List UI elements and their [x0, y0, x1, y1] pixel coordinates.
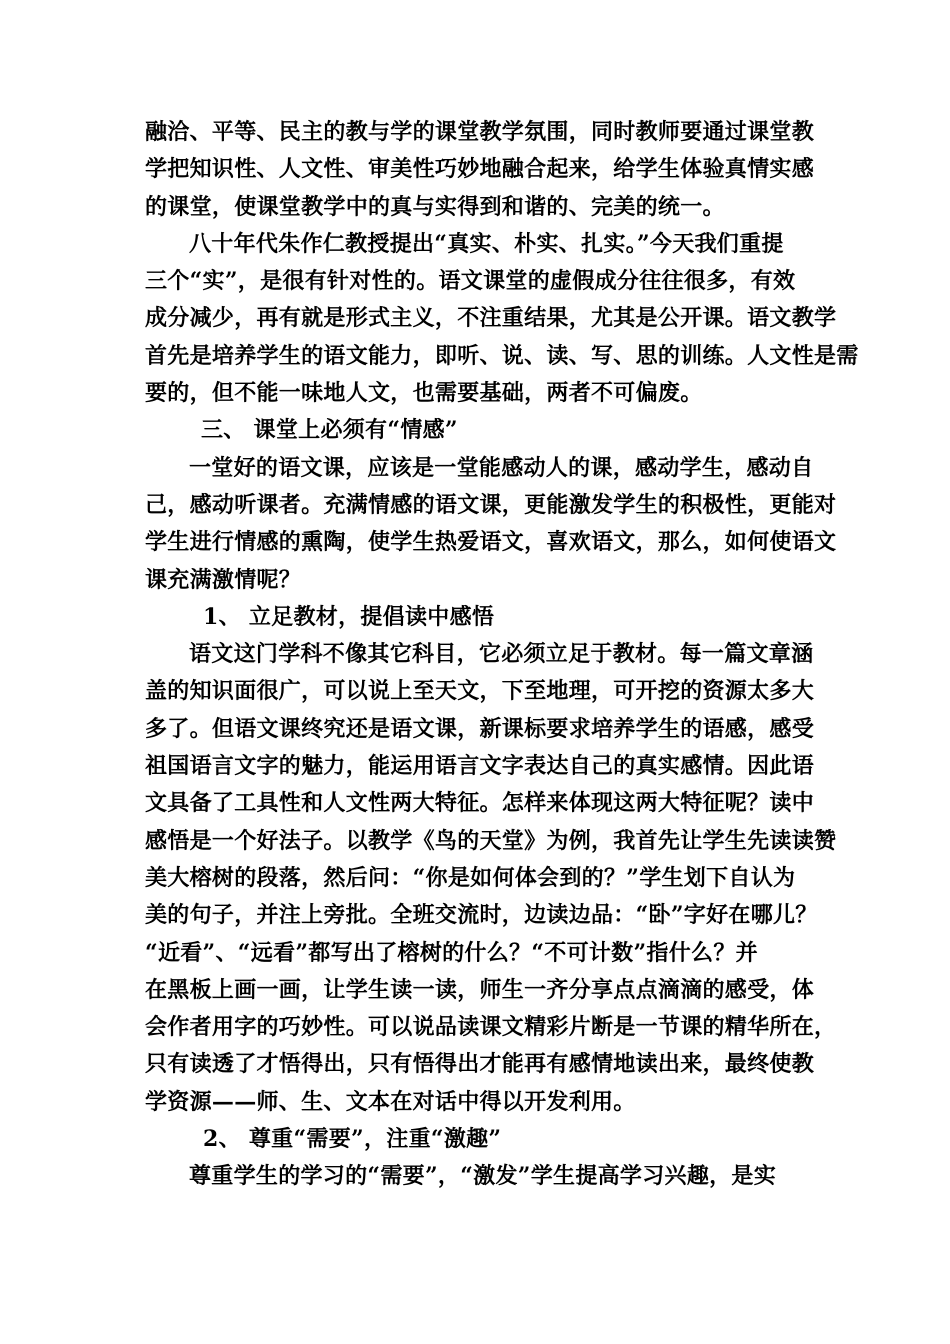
subsection-heading: 2、 尊重“需要”，注重“激趣” — [203, 1126, 502, 1153]
text-line: 融洽、平等、民主的教与学的课堂教学氛围，同时教师要通过课堂教 — [145, 119, 815, 145]
text-line: 会作者用字的巧妙性。可以说品读课文精彩片断是一节课的精华所在， — [145, 1014, 837, 1041]
text-line: 学生进行情感的熏陶，使学生热爱语文，喜欢语文，那么，如何使语文 — [145, 529, 837, 556]
text-line: 学把知识性、人文性、审美性巧妙地融合起来，给学生体验真情实感 — [145, 156, 815, 183]
text-line: 成分减少，再有就是形式主义，不注重结果，尤其是公开课。语文教学 — [145, 305, 837, 332]
text-line: 祖国语言文字的魅力，能运用语言文字表达自己的真实感情。因此语 — [145, 753, 815, 780]
text-line: 在黑板上画一画，让学生读一读，师生一齐分享点点滴滴的感受，体 — [145, 976, 815, 1003]
text-line: 多了。但语文课终究还是语文课，新课标要求培养学生的语感，感受 — [145, 715, 815, 742]
subsection-heading: 1、 立足教材，提倡读中感悟 — [203, 603, 495, 630]
paragraph-start-line: 八十年代朱作仁教授提出“真实、朴实、扎实。”今天我们重提 — [189, 230, 784, 257]
text-line: 首先是培养学生的语文能力，即听、说、读、写、思的训练。人文性是需 — [145, 342, 859, 369]
text-line: 课充满激情呢？ — [145, 566, 302, 593]
text-line: 只有读透了才悟得出，只有悟得出才能再有感情地读出来，最终使教 — [145, 1051, 815, 1078]
text-line: 美大榕树的段落，然后问：“你是如何体会到的？”学生划下自认为 — [145, 864, 796, 891]
text-line: 文具备了工具性和人文性两大特征。怎样来体现这两大特征呢？读中 — [145, 790, 815, 817]
text-line: 的课堂，使课堂教学中的真与实得到和谐的、完美的统一。 — [145, 193, 725, 220]
text-line: 要的，但不能一味地人文，也需要基础，两者不可偏废。 — [145, 380, 703, 407]
text-line: 感悟是一个好法子。以教学《鸟的天堂》为例，我首先让学生先读读赞 — [145, 827, 837, 854]
text-line: 学资源——师、生、文本在对话中得以开发利用。 — [145, 1088, 636, 1115]
document-page — [145, 114, 859, 1196]
text-line: 盖的知识面很广，可以说上至天文，下至地理，可开挖的资源太多大 — [145, 678, 815, 705]
paragraph-start-line: 语文这门学科不像其它科目，它必须立足于教材。每一篇文章涵 — [189, 641, 814, 668]
section-heading: 三、 课堂上必须有“情感” — [201, 417, 458, 444]
paragraph-start-line: 一堂好的语文课，应该是一堂能感动人的课，感动学生，感动自 — [189, 454, 814, 481]
text-line: 三个“实”，是很有针对性的。语文课堂的虚假成分往往很多，有效 — [145, 268, 796, 295]
paragraph-start-line: 尊重学生的学习的“需要”，“激发”学生提高学习兴趣，是实 — [189, 1163, 777, 1190]
text-line: 美的句子，并注上旁批。全班交流时，边读边品：“卧”字好在哪儿？ — [145, 902, 818, 929]
text-line: “近看”、“远看”都写出了榕树的什么？“不可计数”指什么？并 — [145, 939, 758, 966]
text-line: 己，感动听课者。充满情感的语文课，更能激发学生的积极性，更能对 — [145, 491, 837, 518]
